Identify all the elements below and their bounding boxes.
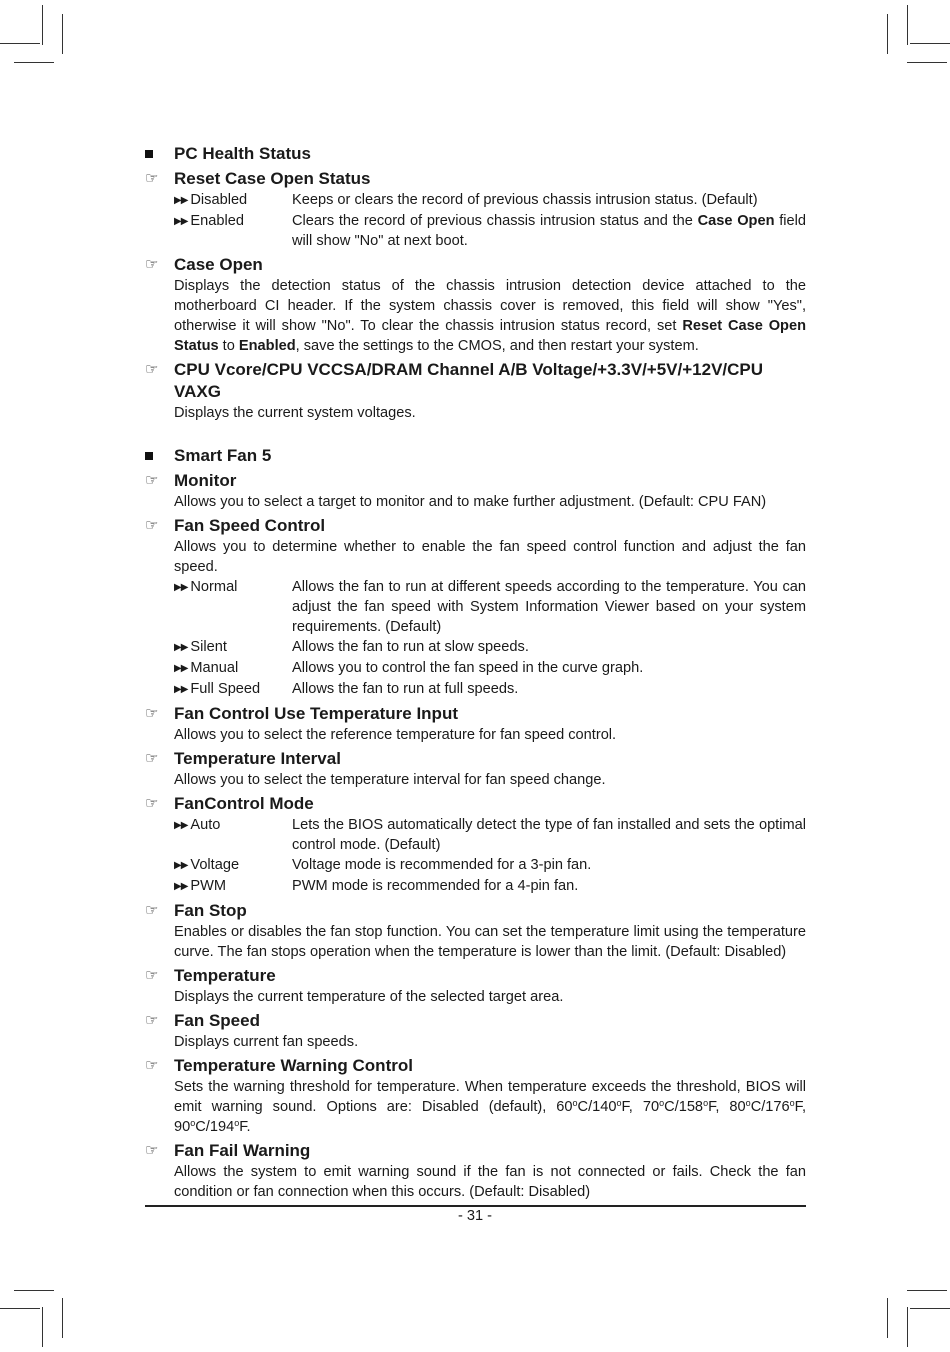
option-description: Keeps or clears the record of previous chassis intrusion status. (Default) — [292, 192, 758, 208]
option-description: Allows the fan to run at slow speeds. — [292, 639, 529, 655]
setting-item — [145, 1140, 806, 1202]
setting-heading — [145, 254, 806, 276]
section-title: Smart Fan 5 — [174, 446, 272, 465]
text-run: Displays the detection status of the chassis intrusion detection device attached to the motherboard CI header. If the system chassis cover is removed, this field will show "Yes", otherwise it will show "No". To clear the chassis intrusion status record, set — [174, 278, 806, 334]
crop-mark — [907, 1307, 908, 1347]
setting-description: Allows the system to emit warning sound if the fan is not connected or fails. Check the fan condition or fan connection when this occurs. (Default: Disabled) — [174, 1164, 806, 1200]
setting-title: Temperature Warning Control — [174, 1056, 413, 1075]
setting-heading — [145, 748, 806, 770]
degree-symbol: o — [703, 1098, 709, 1108]
option-name — [174, 815, 292, 855]
setting-heading — [145, 168, 806, 190]
pointing-hand-icon: ☞ — [145, 1057, 159, 1074]
setting-item — [145, 254, 806, 356]
text-run: to — [218, 338, 239, 354]
setting-description: Allows you to determine whether to enable the fan speed control function and adjust the fan speed. — [174, 539, 806, 575]
footer-rule — [145, 1205, 806, 1207]
crop-mark — [14, 62, 54, 63]
pointing-hand-icon: ☞ — [145, 361, 159, 378]
bold-term: Enabled — [238, 338, 296, 354]
setting-heading — [145, 515, 806, 537]
setting-heading — [145, 1055, 806, 1077]
setting-description — [145, 276, 806, 356]
setting-description: Enables or disables the fan stop function. You can set the temperature limit using the temperature curve. The fan stops operation when the temperature is lower than the limit. (Default: Disabled) — [174, 924, 806, 960]
pointing-hand-icon: ☞ — [145, 170, 159, 187]
setting-title: Temperature — [174, 966, 276, 985]
crop-mark — [0, 43, 40, 44]
text-run: F. — [239, 1119, 251, 1135]
option-row — [145, 658, 806, 679]
option-name — [174, 876, 292, 897]
setting-item — [145, 1055, 806, 1137]
option-description — [292, 211, 806, 251]
setting-description — [145, 1077, 806, 1137]
square-bullet-icon — [145, 452, 153, 460]
crop-mark — [62, 14, 63, 54]
option-label: Enabled — [190, 213, 244, 229]
text-run: Clears the record of previous chassis intrusion status and the — [292, 213, 698, 229]
text-run: C/176 — [750, 1099, 790, 1115]
text-run: Sets the warning threshold for temperature. When temperature exceeds the threshold, BIOS will emit warning sound. Options are: Disabled (default), 60 — [174, 1079, 806, 1115]
setting-description: Allows you to select the temperature interval for fan speed change. — [174, 772, 606, 788]
option-label: Auto — [190, 817, 221, 833]
setting-heading — [145, 965, 806, 987]
option-row — [145, 679, 806, 700]
setting-title: Temperature Interval — [174, 749, 341, 768]
setting-heading — [145, 1140, 806, 1162]
text-run: C/158 — [664, 1099, 704, 1115]
setting-item — [145, 470, 806, 512]
degree-symbol: o — [572, 1098, 578, 1108]
pointing-hand-icon: ☞ — [145, 705, 159, 722]
crop-mark — [910, 43, 950, 44]
crop-mark — [62, 1298, 63, 1338]
text-run: , save the settings to the CMOS, and then restart your system. — [295, 338, 699, 354]
option-label: Voltage — [190, 857, 240, 873]
double-arrow-icon: ▶▶ — [174, 820, 188, 831]
pointing-hand-icon: ☞ — [145, 750, 159, 767]
setting-heading — [145, 900, 806, 922]
setting-title: FanControl Mode — [174, 794, 314, 813]
setting-heading — [145, 1010, 806, 1032]
option-name — [174, 637, 292, 658]
setting-item — [145, 793, 806, 897]
setting-item — [145, 703, 806, 745]
crop-mark — [910, 1308, 950, 1309]
pointing-hand-icon: ☞ — [145, 517, 159, 534]
pointing-hand-icon: ☞ — [145, 472, 159, 489]
text-run: C/194 — [195, 1119, 235, 1135]
option-name — [174, 577, 292, 637]
setting-item — [145, 1010, 806, 1052]
pointing-hand-icon: ☞ — [145, 1012, 159, 1029]
option-label: Full Speed — [190, 681, 261, 697]
setting-item — [145, 900, 806, 962]
double-arrow-icon: ▶▶ — [174, 216, 188, 227]
option-description: Allows you to control the fan speed in the curve graph. — [292, 660, 644, 676]
setting-title: Fan Stop — [174, 901, 247, 920]
degree-symbol: o — [616, 1098, 622, 1108]
section-gap — [145, 423, 806, 445]
section-heading — [145, 143, 806, 165]
crop-mark — [42, 1307, 43, 1347]
option-name — [174, 855, 292, 876]
double-arrow-icon: ▶▶ — [174, 860, 188, 871]
double-arrow-icon: ▶▶ — [174, 663, 188, 674]
setting-title: Fan Speed — [174, 1011, 260, 1030]
setting-item — [145, 168, 806, 251]
text-run: F, 90 — [174, 1099, 807, 1135]
option-label: Normal — [190, 579, 238, 595]
setting-title: Monitor — [174, 471, 237, 490]
pointing-hand-icon: ☞ — [145, 967, 159, 984]
double-arrow-icon: ▶▶ — [174, 582, 188, 593]
page-number: - 31 - — [457, 1208, 493, 1224]
setting-title: Fan Fail Warning — [174, 1141, 311, 1160]
crop-mark — [907, 62, 947, 63]
setting-description: Allows you to select a target to monitor and to make further adjustment. (Default: CPU FAN) — [174, 494, 767, 510]
crop-mark — [0, 1308, 40, 1309]
option-name — [174, 658, 292, 679]
setting-item — [145, 515, 806, 700]
option-name — [174, 190, 292, 211]
pointing-hand-icon: ☞ — [145, 795, 159, 812]
option-description: PWM mode is recommended for a 4-pin fan. — [292, 878, 579, 894]
degree-symbol: o — [659, 1098, 665, 1108]
option-description: Voltage mode is recommended for a 3-pin fan. — [292, 857, 592, 873]
setting-heading — [145, 470, 806, 492]
pointing-hand-icon: ☞ — [145, 1142, 159, 1159]
crop-mark — [887, 1298, 888, 1338]
setting-item — [145, 748, 806, 790]
double-arrow-icon: ▶▶ — [174, 642, 188, 653]
crop-mark — [907, 5, 908, 45]
setting-heading — [145, 359, 806, 403]
option-label: Disabled — [190, 192, 248, 208]
option-name — [174, 679, 292, 700]
option-label: Silent — [190, 639, 227, 655]
square-bullet-icon — [145, 150, 153, 158]
option-label: Manual — [190, 660, 239, 676]
double-arrow-icon: ▶▶ — [174, 684, 188, 695]
bold-term: Case Open — [697, 213, 775, 229]
option-row — [145, 190, 806, 211]
double-arrow-icon: ▶▶ — [174, 195, 188, 206]
setting-title: Reset Case Open Status — [174, 169, 371, 188]
section-title: PC Health Status — [174, 144, 311, 163]
degree-symbol: o — [190, 1118, 196, 1128]
option-description: Lets the BIOS automatically detect the type of fan installed and sets the optimal control mode. (Default) — [292, 817, 806, 853]
setting-title: Fan Speed Control — [174, 516, 326, 535]
text-run: C/140 — [577, 1099, 617, 1115]
setting-item — [145, 359, 806, 423]
crop-mark — [14, 1290, 54, 1291]
degree-symbol: o — [789, 1098, 795, 1108]
text-run: F, 70 — [621, 1099, 660, 1115]
setting-title: Case Open — [174, 255, 263, 274]
option-row — [145, 211, 806, 251]
option-row — [145, 637, 806, 658]
option-label: PWM — [190, 878, 227, 894]
option-description: Allows the fan to run at different speeds according to the temperature. You can adjust the fan speed with System Information Viewer based on your system requirements. (Default) — [292, 579, 806, 635]
setting-heading — [145, 793, 806, 815]
option-row — [145, 855, 806, 876]
option-description: Allows the fan to run at full speeds. — [292, 681, 519, 697]
option-name — [174, 211, 292, 251]
pointing-hand-icon: ☞ — [145, 902, 159, 919]
setting-description: Displays the current system voltages. — [174, 405, 416, 421]
crop-mark — [907, 1290, 947, 1291]
setting-item — [145, 965, 806, 1007]
setting-description: Displays current fan speeds. — [174, 1034, 359, 1050]
manual-content — [145, 143, 806, 1202]
option-row — [145, 876, 806, 897]
setting-title: CPU Vcore/CPU VCCSA/DRAM Channel A/B Voltage/+3.3V/+5V/+12V/CPU VAXG — [174, 360, 764, 401]
setting-description: Displays the current temperature of the selected target area. — [174, 989, 564, 1005]
setting-description: Allows you to select the reference temperature for fan speed control. — [174, 727, 617, 743]
degree-symbol: o — [234, 1118, 240, 1128]
option-row — [145, 815, 806, 855]
crop-mark — [887, 14, 888, 54]
text-run: field will show "No" at next boot. — [292, 213, 806, 249]
degree-symbol: o — [745, 1098, 751, 1108]
option-row — [145, 577, 806, 637]
text-run: F, 80 — [708, 1099, 746, 1115]
setting-title: Fan Control Use Temperature Input — [174, 704, 458, 723]
bold-term: Reset Case Open Status — [174, 318, 807, 354]
crop-mark — [42, 5, 43, 45]
double-arrow-icon: ▶▶ — [174, 881, 188, 892]
pointing-hand-icon: ☞ — [145, 256, 159, 273]
setting-heading — [145, 703, 806, 725]
section-heading — [145, 445, 806, 467]
